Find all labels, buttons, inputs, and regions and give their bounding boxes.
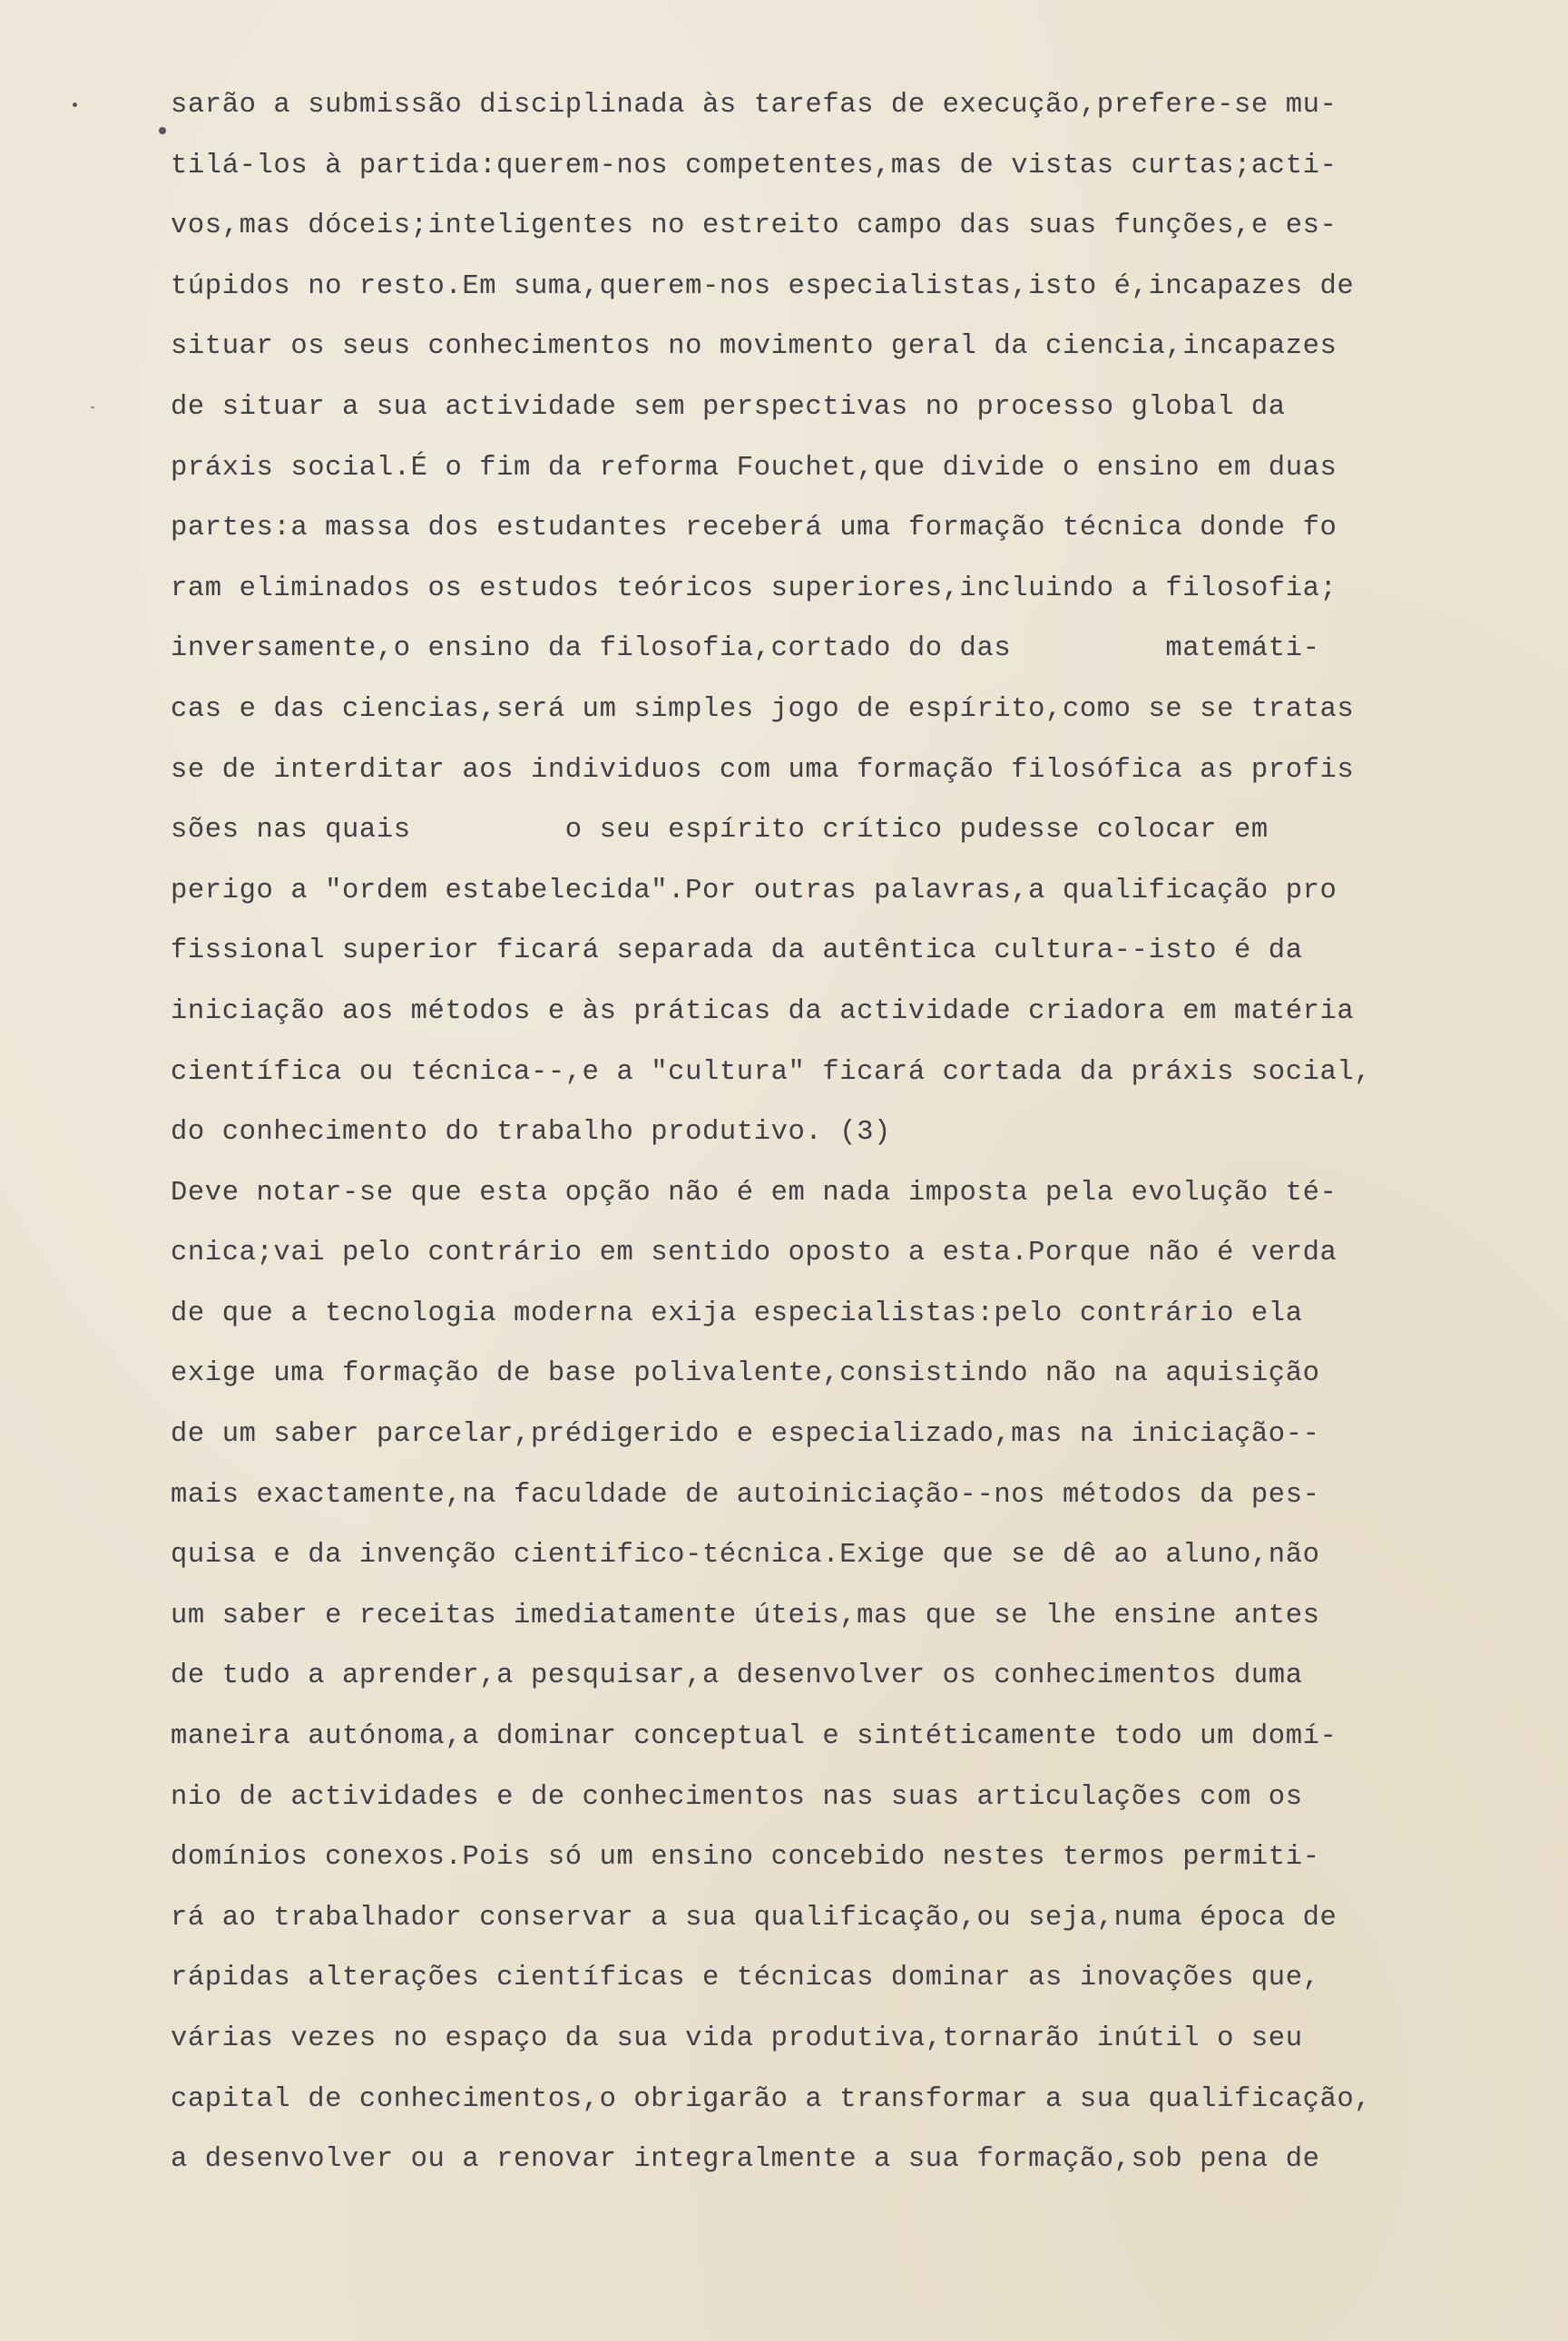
text-line: sões nas quais o seu espírito crítico pudesse colocar em [171, 815, 1269, 847]
text-line: de que a tecnologia moderna exija especialistas:pelo contrário ela [171, 1298, 1303, 1329]
text-line: domínios conexos.Pois só um ensino concebido nestes termos permiti- [171, 1842, 1320, 1874]
text-line: situar os seus conhecimentos no movimento geral da ciencia,incapazes [171, 331, 1338, 363]
text-line: cnica;vai pelo contrário em sentido oposto a esta.Porque não é verda [171, 1238, 1338, 1269]
text-line: científica ou técnica--,e a "cultura" ficará cortada da práxis social, [171, 1056, 1372, 1088]
text-line: tilá-los à partida:querem-nos competentes,mas de vistas curtas;acti- [171, 150, 1338, 181]
ink-dot-mark [73, 103, 77, 107]
text-line: perigo a "ordem estabelecida".Por outras palavras,a qualificação pro [171, 875, 1338, 906]
text-line: inversamente,o ensino da filosofia,cortado do das matemáti- [171, 633, 1320, 665]
text-line: maneira autónoma,a dominar conceptual e sintéticamente todo um domí- [171, 1721, 1338, 1753]
text-line: sarão a submissão disciplinada às tarefas de execução,prefere-se mu- [171, 90, 1338, 121]
ink-dot-mark [159, 127, 166, 134]
text-line: práxis social.É o fim da reforma Fouchet,que divide o ensino em duas [171, 452, 1338, 484]
text-line: partes:a massa dos estudantes receberá uma formação técnica donde fo [171, 513, 1338, 544]
text-line: do conhecimento do trabalho produtivo. (3) [171, 1117, 891, 1149]
text-line: rápidas alterações científicas e técnicas dominar as inovações que, [171, 1963, 1320, 1994]
text-line: de situar a sua actividade sem perspectivas no processo global da [171, 391, 1286, 423]
text-line: vos,mas dóceis;inteligentes no estreito campo das suas funções,e es- [171, 211, 1338, 242]
pencil-tick-mark [91, 406, 94, 408]
text-line: de um saber parcelar,prédigerido e especializado,mas na iniciação-- [171, 1419, 1320, 1451]
text-line: se de interditar aos individuos com uma formação filosófica as profis [171, 754, 1355, 786]
text-line: capital de conhecimentos,o obrigarão a transformar a sua qualificação, [171, 2083, 1372, 2115]
text-line: de tudo a aprender,a pesquisar,a desenvolver os conhecimentos duma [171, 1660, 1303, 1692]
text-line: várias vezes no espaço da sua vida produtiva,tornarão inútil o seu [171, 2023, 1303, 2054]
text-line: túpidos no resto.Em suma,querem-nos especialistas,isto é,incapazes de [171, 270, 1355, 302]
text-line: ram eliminados os estudos teóricos superiores,incluindo a filosofia; [171, 573, 1338, 604]
text-line: fissional superior ficará separada da autêntica cultura--isto é da [171, 935, 1303, 967]
text-line: Deve notar-se que esta opção não é em nada imposta pela evolução té- [171, 1177, 1338, 1209]
text-line: iniciação aos métodos e às práticas da actividade criadora em matéria [171, 995, 1355, 1027]
text-line: quisa e da invenção cientifico-técnica.Exige que se dê ao aluno,não [171, 1540, 1320, 1572]
text-line: mais exactamente,na faculdade de autoiniciação--nos métodos da pes- [171, 1479, 1320, 1511]
text-line: um saber e receitas imediatamente úteis,mas que se lhe ensine antes [171, 1600, 1320, 1631]
text-line: nio de actividades e de conhecimentos nas suas articulações com os [171, 1781, 1303, 1813]
text-line: rá ao trabalhador conservar a sua qualificação,ou seja,numa época de [171, 1902, 1338, 1934]
text-line: a desenvolver ou a renovar integralmente a sua formação,sob pena de [171, 2144, 1320, 2176]
text-line: cas e das ciencias,será um simples jogo de espírito,como se se tratas [171, 693, 1355, 725]
text-line: exige uma formação de base polivalente,consistindo não na aquisição [171, 1358, 1320, 1390]
typed-text-body [171, 83, 1477, 2199]
